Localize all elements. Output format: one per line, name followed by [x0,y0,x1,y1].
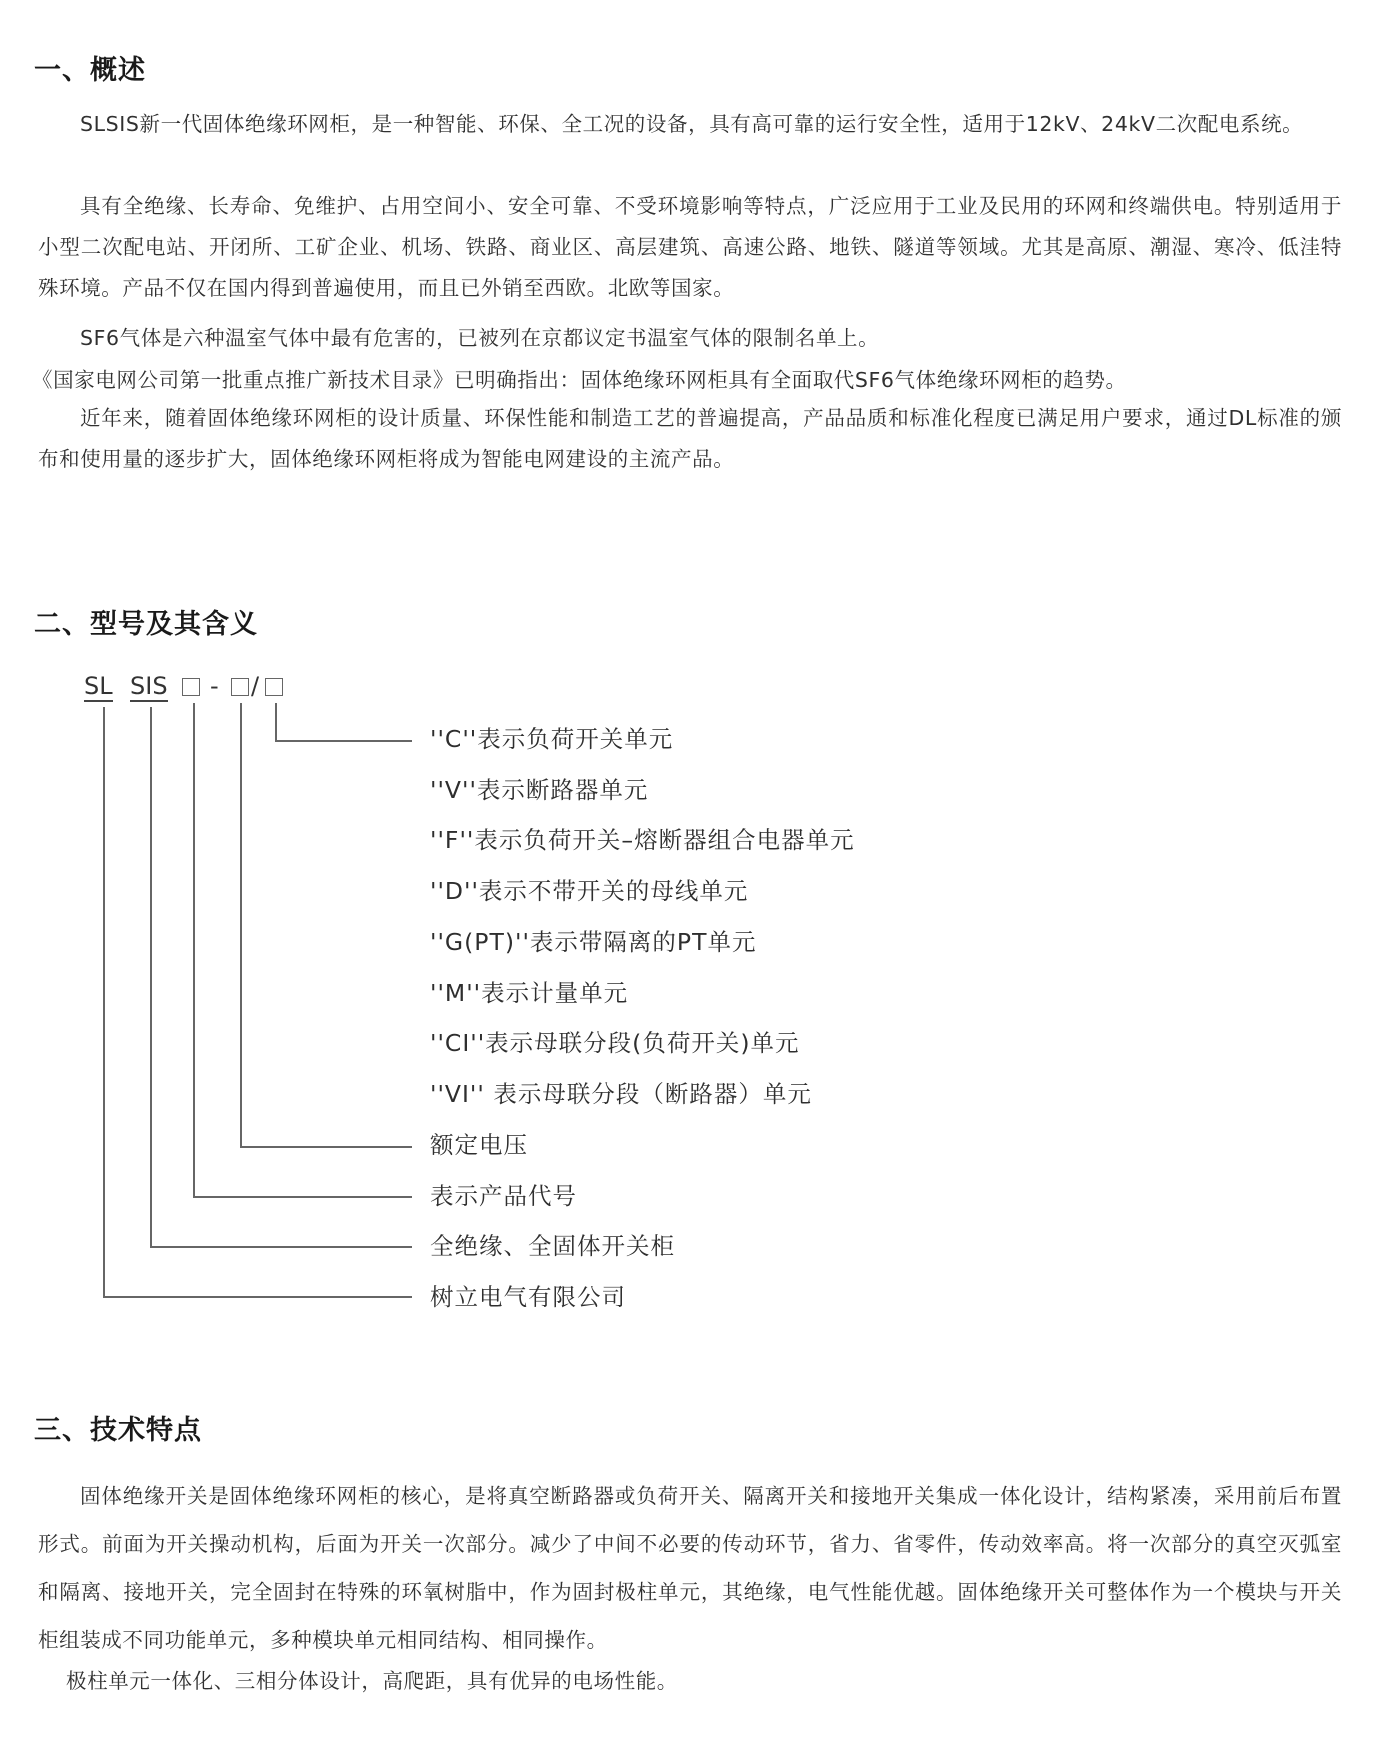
overview-paragraph-1: SLSIS新一代固体绝缘环网柜，是一种智能、环保、全工况的设备，具有高可靠的运行安全性，适用于12kV、24kV二次配电系统。 [80,112,1304,136]
connector-series-horizontal [150,1246,412,1248]
legend-item-d: ''D''表示不带开关的母线单元 [430,877,749,905]
connector-prefix-vertical [103,707,105,1297]
connector-voltage-vertical [240,703,242,1147]
legend-item-g-pt: ''G(PT)''表示带隔离的PT单元 [430,928,757,956]
connector-product-horizontal [193,1196,412,1198]
legend-item-f: ''F''表示负荷开关–熔断器组合电器单元 [430,826,855,854]
tech-paragraph-1: 固体绝缘开关是固体绝缘环网柜的核心，是将真空断路器或负荷开关、隔离开关和接地开关集成一体化设计，结构紧凑，采用前后布置形式。前面为开关操动机构，后面为开关一次部分。减少了中间不必要的传动环节，省力、省零件，传动效率高。将一次部分的真空灭弧室和隔离、接地开关，完全固封在特殊的环氧树脂中，作为固封极柱单元，其绝缘，电气性能优越。固体绝缘开关可整体作为一个模块与开关柜组装成不同功能单元，多种模块单元相同结构、相同操作。 [38,1484,1342,1652]
model-code-box-unit [265,674,283,698]
connector-unit-horizontal [275,740,412,742]
legend-item-ci: ''CI''表示母联分段(负荷开关)单元 [430,1029,800,1057]
connector-unit-vertical [275,703,277,741]
legend-item-m: ''M''表示计量单元 [430,979,629,1007]
legend-item-company: 树立电气有限公司 [430,1283,626,1311]
legend-item-v: ''V''表示断路器单元 [430,776,649,804]
model-code-dash: - [210,672,219,700]
model-code-series: SIS [130,672,168,700]
overview-paragraph-5: 近年来，随着固体绝缘环网柜的设计质量、环保性能和制造工艺的普遍提高，产品品质和标准化程度已满足用户要求，通过DL标准的颁布和使用量的逐步扩大，固体绝缘环网柜将成为智能电网建设的主流产品。 [38,406,1342,471]
connector-series-vertical [150,707,152,1247]
connector-product-vertical [193,703,195,1197]
section-heading-tech-features: 三、技术特点 [34,1415,202,1446]
legend-item-insulation: 全绝缘、全固体开关柜 [430,1232,675,1260]
section-heading-model: 二、型号及其含义 [34,609,258,640]
tech-paragraph-2: 极柱单元一体化、三相分体设计，高爬距，具有优异的电场性能。 [66,1669,678,1693]
section-heading-overview: 一、概述 [34,55,146,86]
overview-paragraph-3: SF6气体是六种温室气体中最有危害的，已被列在京都议定书温室气体的限制名单上。 [80,326,880,350]
overview-paragraph-2: 具有全绝缘、长寿命、免维护、占用空间小、安全可靠、不受环境影响等特点，广泛应用于工业及民用的环网和终端供电。特别适用于小型二次配电站、开闭所、工矿企业、机场、铁路、商业区、高层建筑、高速公路、地铁、隧道等领域。尤其是高原、潮湿、寒冷、低洼特殊环境。产品不仅在国内得到普遍使用，而且已外销至西欧。北欧等国家。 [38,194,1342,300]
model-code-prefix: SL [84,672,113,700]
model-code-slash: / [251,672,260,700]
legend-item-rated-voltage: 额定电压 [430,1131,528,1159]
model-code-box-product [182,674,200,698]
overview-paragraph-4: 《国家电网公司第一批重点推广新技术目录》已明确指出：固体绝缘环网柜具有全面取代SF6气体绝缘环网柜的趋势。 [32,368,1127,392]
connector-voltage-horizontal [240,1146,412,1148]
legend-item-product-code: 表示产品代号 [430,1182,577,1210]
connector-prefix-horizontal [103,1296,412,1298]
legend-item-vi: ''VI'' 表示母联分段（断路器）单元 [430,1080,812,1108]
legend-item-c: ''C''表示负荷开关单元 [430,725,674,753]
model-code-box-voltage [231,674,249,698]
